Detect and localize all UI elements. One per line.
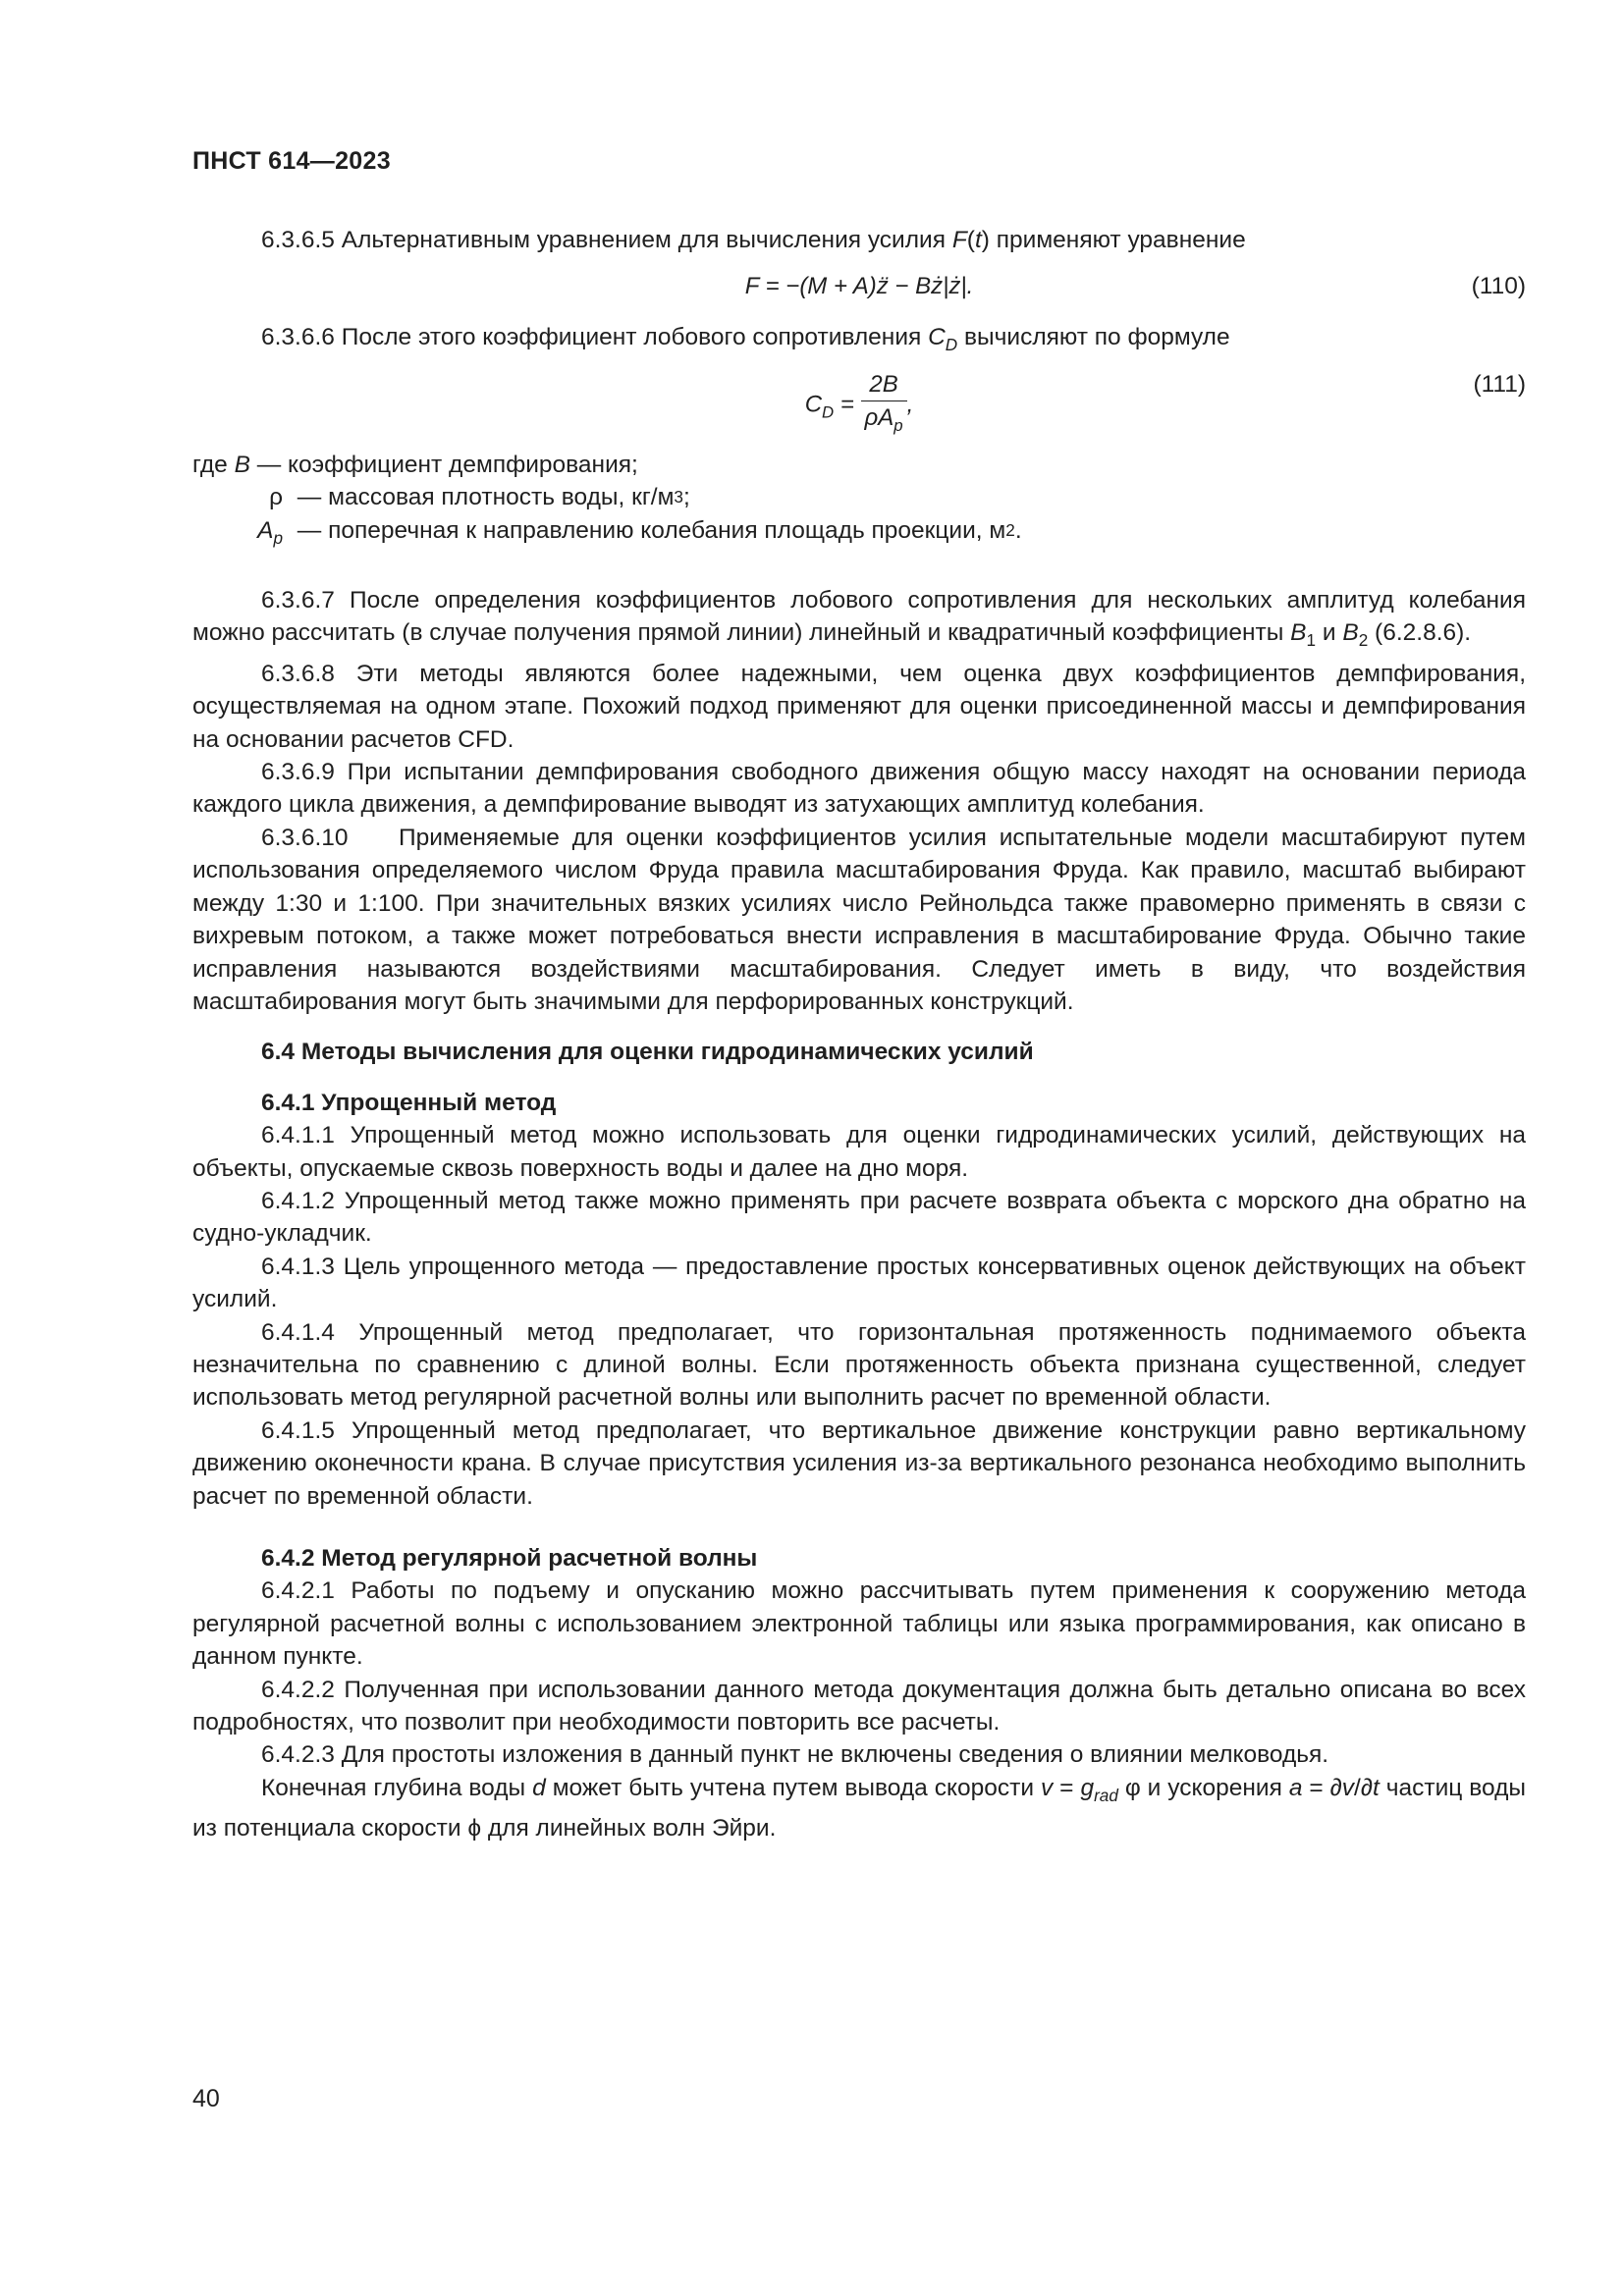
formula-111	[192, 362, 1526, 443]
section-heading-6-4-1: 6.4.1 Упрощенный метод	[261, 1089, 557, 1116]
paragraph: 6.4.1.2 Упрощенный метод также можно применять при расчете возврата объекта с морского дна обратно на судно-укладчик.	[192, 1187, 1526, 1248]
paragraph: 6.3.6.9 При испытании демпфирования свободного движения общую массу находят на основании периода каждого цикла движения, а демпфирование выводят из затухающих амплитуд колебания.	[192, 759, 1526, 819]
document-page	[192, 0, 1533, 2296]
where-item: $A_p$ — поперечная к направлению колебания площадь проекции, м 2 .	[257, 516, 1022, 548]
section-heading-6-4-2: 6.4.2 Метод регулярной расчетной волны	[261, 1545, 758, 1572]
paragraph-6-3-6-6: 6.3.6.6 После этого коэффициент лобового сопротивления $C_D$ вычисляют по формуле	[261, 324, 1230, 355]
equation-number-111: (111)	[1473, 370, 1526, 398]
paragraph: 6.3.6.10 Применяемые для оценки коэффициентов усилия испытательные модели масштабируют путем использования определяемого числом Фруда правила масштабирования Фруда. Как правило, масштаб выбирают между 1:30 и 1:100. При значительных вязких усилиях число Рейнольдса также правомерно применять в связи с вихревым потоком, а также может потребоваться внести исправления в масштабирование Фруда. Обычно такие исправления называются воздействиями масштабирования. Следует иметь в виду, что воздействия масштабирования могут быть значимыми для перфорированных конструкций.	[192, 824, 1533, 1015]
document-body	[192, 224, 1533, 1845]
where-list	[192, 449, 1526, 555]
paragraph: 6.4.1.1 Упрощенный метод можно использовать для оценки гидродинамических усилий, действующих на объекты, опускаемые сквозь поверхность воды и далее на дно моря.	[192, 1122, 1526, 1182]
paragraph: 6.4.2.1 Работы по подъему и опусканию можно рассчитывать путем применения к сооружению метода регулярной расчетной волны с использованием электронной таблицы или языка программирования, как описано в данном пункте.	[192, 1577, 1526, 1671]
paragraph: 6.4.1.3 Цель упрощенного метода — предоставление простых консервативных оценок действующих на объект усилий.	[192, 1253, 1526, 1313]
paragraph: 6.4.2.3 Для простоты изложения в данный пункт не включены сведения о влиянии мелководья.	[261, 1741, 1329, 1769]
paragraph-6-3-6-7: 6.3.6.7 После определения коэффициентов лобового сопротивления для нескольких амплитуд колебания можно рассчитать (в случае получения прямой линии) линейный и квадратичный коэффициенты $B_1$ и $B_2$ (6.2.8.6).	[192, 587, 1526, 651]
fraction: $\frac{2B}{\rho A_p}$	[861, 368, 907, 443]
page-number: 40	[192, 2085, 220, 2112]
where-item: ρ — массовая плотность воды, кг/м 3 ;	[269, 484, 690, 511]
formula-111-expression: $C_D$ = $\frac{2B}{\rho A_p}$ ,	[192, 368, 1526, 443]
paragraph: 6.4.1.4 Упрощенный метод предполагает, что горизонтальная протяженность поднимаемого объекта незначительна по сравнению с длиной волны. Если протяженность объекта признана существенной, следует использовать метод регулярной расчетной волны или выполнить расчет по временной области.	[192, 1318, 1526, 1412]
where-item: где B — коэффициент демпфирования;	[192, 451, 638, 478]
paragraph-final: Конечная глубина воды d может быть учтена путем вывода скорости $v = g_{rad}$ φ и ускорения a = ∂v/∂t частиц воды из потенциала скорости ϕ для линейных волн Эйри.	[192, 1774, 1526, 1842]
paragraph: 6.3.6.8 Эти методы являются более надежными, чем оценка двух коэффициентов демпфирования, осуществляемая на одном этапе. Похожий подход применяют для оценки присоединенной массы и демпфирования на основании расчетов CFD.	[192, 660, 1526, 753]
paragraph: 6.4.1.5 Упрощенный метод предполагает, что вертикальное движение конструкции равно вертикальному движению оконечности крана. В случае присутствия усиления из-за вертикального резонанса необходимо выполнить расчет по временной области.	[192, 1416, 1526, 1510]
paragraph-6-3-6-5: 6.3.6.5 Альтернативным уравнением для вычисления усилия F(t) применяют уравнение	[261, 227, 1246, 253]
equation-number-110: (110)	[1471, 273, 1526, 300]
formula-110-expression: F = −(M + A)z̈ − Bż|ż|.	[744, 273, 974, 300]
paragraph: 6.4.2.2 Полученная при использовании данного метода документация должна быть детально описана во всех подробностях, что позволит при необходимости повторить все расчеты.	[192, 1676, 1526, 1736]
section-heading-6-4: 6.4 Методы вычисления для оценки гидродинамических усилий	[261, 1039, 1034, 1066]
formula-110	[192, 256, 1526, 321]
standard-header: ПНСТ 614—2023	[192, 147, 391, 175]
